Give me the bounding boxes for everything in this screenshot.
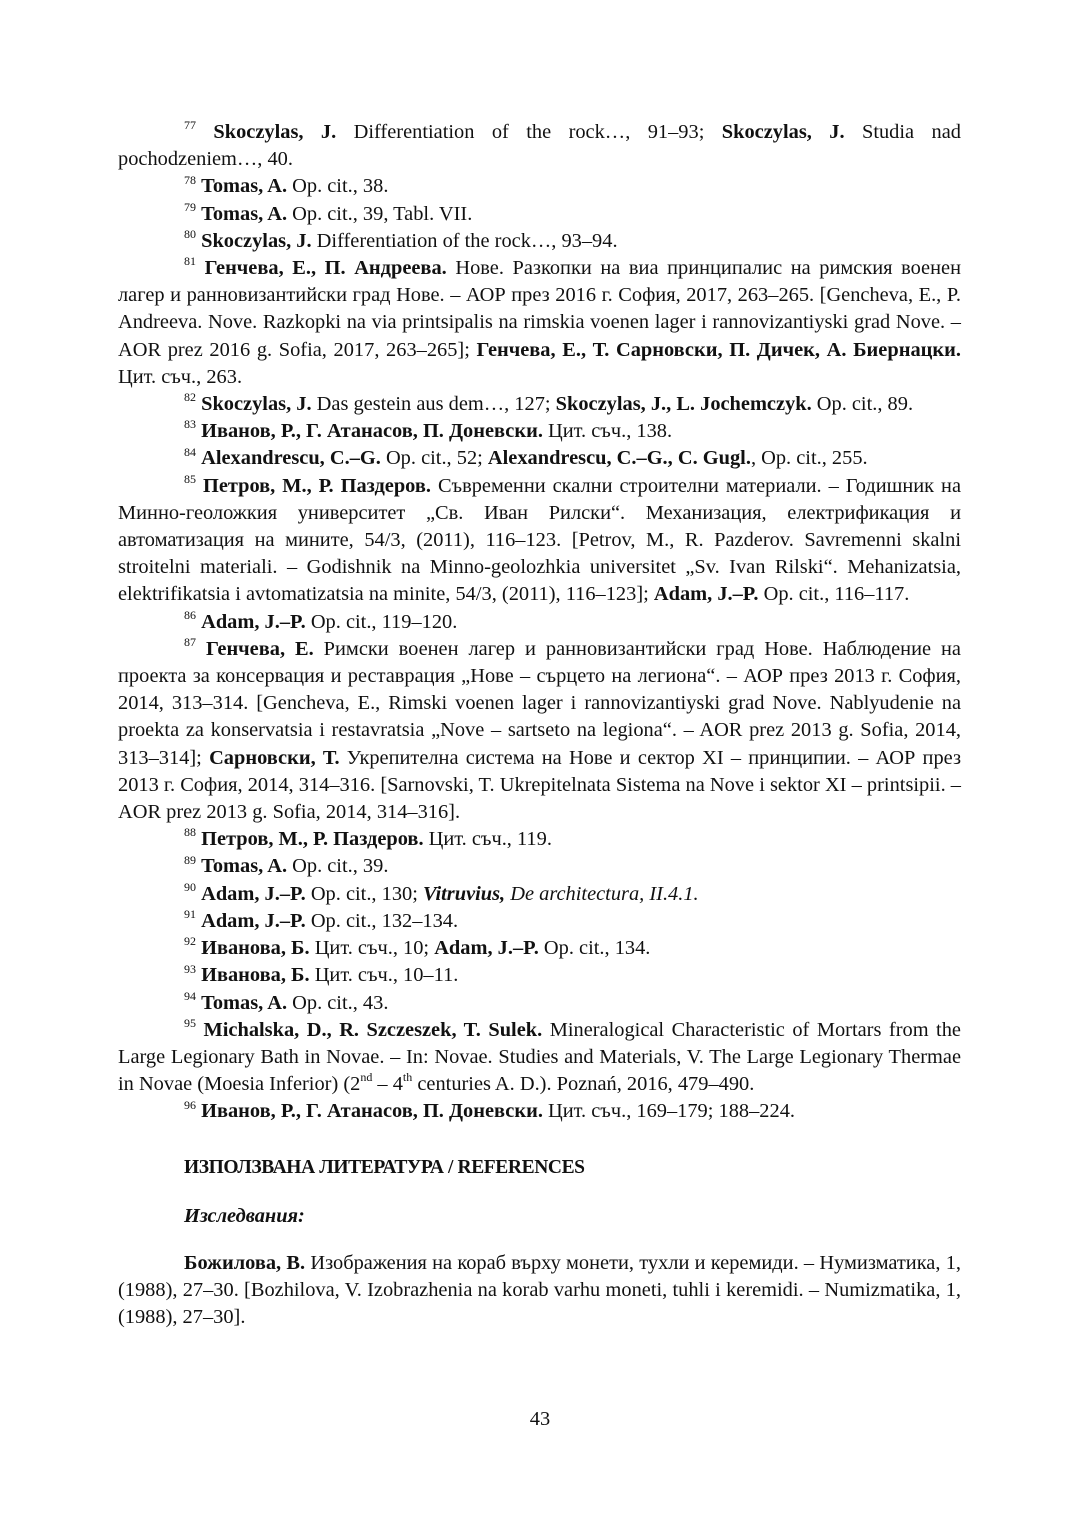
citation-text: Укрепителна система на Нове и сектор XI – принципии. – АОР през 2013 г. София, 2014, 314–316. [Sarnovski, T. Ukrepitelnata Sistema na Nove i sektor XI – printsipii. – AOR prez 2013 g. Sofia, 2014, 314–316]. [118, 746, 961, 824]
citation-text: Съвременни скални строителни материали. – Годишник на Минно-геоложкия университет „Св. Иван Рилски“. Механизация, електрификация и автоматизация на мините, 54/3, (2011), 116–123. [Petrov, M., R. Pazderov. Savremenni skalni stroitelni materiali. – Godishnik na Minno-geolozhkia universitet „Sv. Ivan Rilski“. Mehanizatsia, elektrifikatsia i avtomatizatsia na minite, 54/3, (2011), 116–123]; [118, 474, 961, 606]
footnote [118, 445, 961, 472]
page-content [118, 119, 961, 1332]
author-name: Vitruvius, [422, 882, 506, 905]
author-name: Tomas, A. [201, 855, 288, 878]
footnote [118, 173, 961, 200]
footnotes-list [118, 119, 961, 1126]
citation-text: Op. cit., 38. [287, 175, 389, 198]
author-name: Adam, J.–P. [201, 610, 306, 633]
footnote-number: 86 [184, 607, 196, 622]
author-name: Петров, М., Р. Паздеров. [202, 474, 431, 497]
footnote-number: 81 [184, 254, 196, 269]
footnote-number: 90 [184, 879, 196, 894]
footnote-number: 89 [184, 852, 196, 867]
author-name: Adam, J.–P. [653, 583, 759, 606]
author-name: Генчева, Е. [205, 637, 314, 660]
footnote [118, 1098, 961, 1125]
footnote-number: 88 [184, 825, 196, 840]
citation-text: Цит. съч., 10–11. [309, 964, 459, 987]
footnote [118, 962, 961, 989]
citation-text: Op. cit., 43. [287, 991, 389, 1014]
author-name: Иванов, Р., Г. Атанасов, П. Доневски. [201, 1100, 543, 1123]
citation-text: Mineralogical Characteristic of Mortars from the Large Legionary Bath in Novae. – In: Novae. Studies and Materials, V. The Large Legionary Thermae in Novae (Moesia Inferior) (2 [118, 1018, 961, 1096]
author-name: Иванов, Р., Г. Атанасов, П. Доневски. [201, 420, 543, 443]
citation-text: Op. cit., 130; [305, 882, 423, 905]
citation-text: th [402, 1070, 413, 1085]
footnote-number: 87 [184, 635, 196, 650]
author-name: Adam, J.–P. [201, 882, 306, 905]
citation-text: Op. cit., 116–117. [758, 583, 910, 606]
footnote [118, 228, 961, 255]
author-name: Tomas, A. [201, 991, 288, 1014]
subsection-title: Изследвания: [184, 1204, 305, 1227]
footnote-number: 79 [184, 199, 196, 214]
citation-text: , Op. cit., 255. [750, 447, 868, 470]
citation-text: Das gestein aus dem…, 127; [311, 393, 556, 416]
footnote-number: 83 [184, 417, 196, 432]
author-name: Alexandrescu, C.–G. [201, 447, 381, 470]
footnote [118, 119, 961, 173]
citation-text: Цит. съч., 10; [309, 937, 435, 960]
author-name: Tomas, A. [201, 202, 288, 225]
footnote [118, 473, 961, 609]
author-name: Skoczylas, J., L. Jochemczyk. [555, 393, 812, 416]
footnote [118, 391, 961, 418]
citation-text: Op. cit., 134. [538, 937, 651, 960]
footnote [118, 826, 961, 853]
author-name: Иванова, Б. [201, 937, 310, 960]
citation-text: Римски военен лагер и ранновизантийски град Нове. Наблюдение на проекта за консервация и реставрация „Нове – сърцето на легиона“. – АОР през 2013 г. София, 2014, 313–314. [Gencheva, E., Rimski voenen lager i rannovizantiyski grad Nove. Nablyudenie na proekta za konservatsia i restavratsia „Nove – sartseto na legiona“. – AOR prez 2013 g. Sofia, 2014, 313–314]; [118, 637, 961, 769]
author-name: Иванова, Б. [201, 964, 310, 987]
footnote-number: 82 [184, 390, 196, 405]
reference-entry [118, 1250, 961, 1332]
author-name: Adam, J.–P. [201, 909, 306, 932]
references-list [118, 1250, 961, 1332]
author-name: Skoczylas, J. [201, 229, 312, 252]
author-name: Tomas, A. [201, 175, 288, 198]
footnote-number: 84 [184, 444, 196, 459]
footnote [118, 1017, 961, 1099]
footnote-number: 80 [184, 227, 196, 242]
author-name: Skoczylas, J. [721, 121, 845, 143]
citation-text: Studia nad pochodzeniem…, 40. [118, 121, 961, 171]
citation-text: Нове. Разкопки на виа принципалис на римския военен лагер и ранновизантийски град Нове. – АОР през 2016 г. София, 2017, 263–265. [Gencheva, E., P. Andreeva. Nove. Razkopki na via printsipalis na rimskia voenen lager i rannovizantiyski grad Nove. – AOR prez 2016 g. Sofia, 2017, 263–265]; [118, 257, 961, 361]
author-name: Skoczylas, J. [213, 121, 337, 143]
footnote [118, 201, 961, 228]
footnote [118, 881, 961, 908]
footnote-number: 91 [184, 907, 196, 922]
footnote-number: 77 [184, 118, 196, 133]
citation-text: Цит. съч., 119. [423, 828, 552, 851]
citation-text: Op. cit., 39, Tabl. VII. [287, 202, 473, 225]
citation-text: Цит. съч., 138. [542, 420, 673, 443]
citation-text: Differentiation of the rock…, 93–94. [311, 229, 618, 252]
author-name: Генчева, Е., П. Андреева. [204, 257, 447, 280]
citation-text: Op. cit., 132–134. [305, 909, 459, 932]
footnote-number: 95 [184, 1015, 196, 1030]
citation-text: Изображения на кораб върху монети, тухли и керемиди. – Нумизматика, 1, (1988), 27–30. [Bozhilova, V. Izobrazhenia na korab varhu moneti, tuhli i keremidi. – Numizmatika, 1, (1988), 27–30]. [118, 1251, 961, 1329]
author-name: Alexandrescu, C.–G., C. Gugl. [487, 447, 751, 470]
citation-text: Op. cit., 119–120. [305, 610, 458, 633]
citation-text: nd [360, 1070, 373, 1085]
footnote-number: 93 [184, 961, 196, 976]
footnote [118, 935, 961, 962]
footnote [118, 255, 961, 391]
footnote-number: 78 [184, 172, 196, 187]
citation-text: Цит. съч., 263. [118, 365, 243, 388]
citation-text: Op. cit., 39. [287, 855, 389, 878]
footnote-number: 92 [184, 934, 196, 949]
citation-text: Op. cit., 52; [380, 447, 488, 470]
author-name: Генчева, Е., Т. Сарновски, П. Дичек, А. Биернацки. [476, 338, 961, 361]
footnote [118, 990, 961, 1017]
author-name: Adam, J.–P. [434, 937, 539, 960]
citation-text: Differentiation of the rock…, 91–93; [336, 121, 722, 143]
author-name: Божилова, В. [184, 1251, 306, 1274]
author-name: Сарновски, Т. [209, 746, 340, 769]
footnote-number: 94 [184, 988, 196, 1003]
citation-text: centuries A. D.). Poznań, 2016, 479–490. [412, 1073, 755, 1096]
footnote [118, 853, 961, 880]
author-name: Skoczylas, J. [201, 393, 312, 416]
footnote [118, 908, 961, 935]
author-name: Michalska, D., R. Szczeszek, T. Sulek. [203, 1018, 543, 1041]
citation-text: Op. cit., 89. [811, 393, 914, 416]
footnote-number: 96 [184, 1097, 196, 1112]
citation-text: Цит. съч., 169–179; 188–224. [542, 1100, 795, 1123]
page-number: 43 [529, 1408, 551, 1430]
citation-text: – 4 [372, 1073, 403, 1096]
footnote [118, 609, 961, 636]
section-title: ИЗПОЛЗВАНА ЛИТЕРАТУРА / REFERENCES [184, 1156, 585, 1178]
footnote-number: 85 [184, 471, 196, 486]
citation-text: De architectura, II.4.1. [505, 882, 699, 905]
author-name: Петров, М., Р. Паздеров. [201, 828, 424, 851]
footnote [118, 418, 961, 445]
footnote [118, 636, 961, 826]
